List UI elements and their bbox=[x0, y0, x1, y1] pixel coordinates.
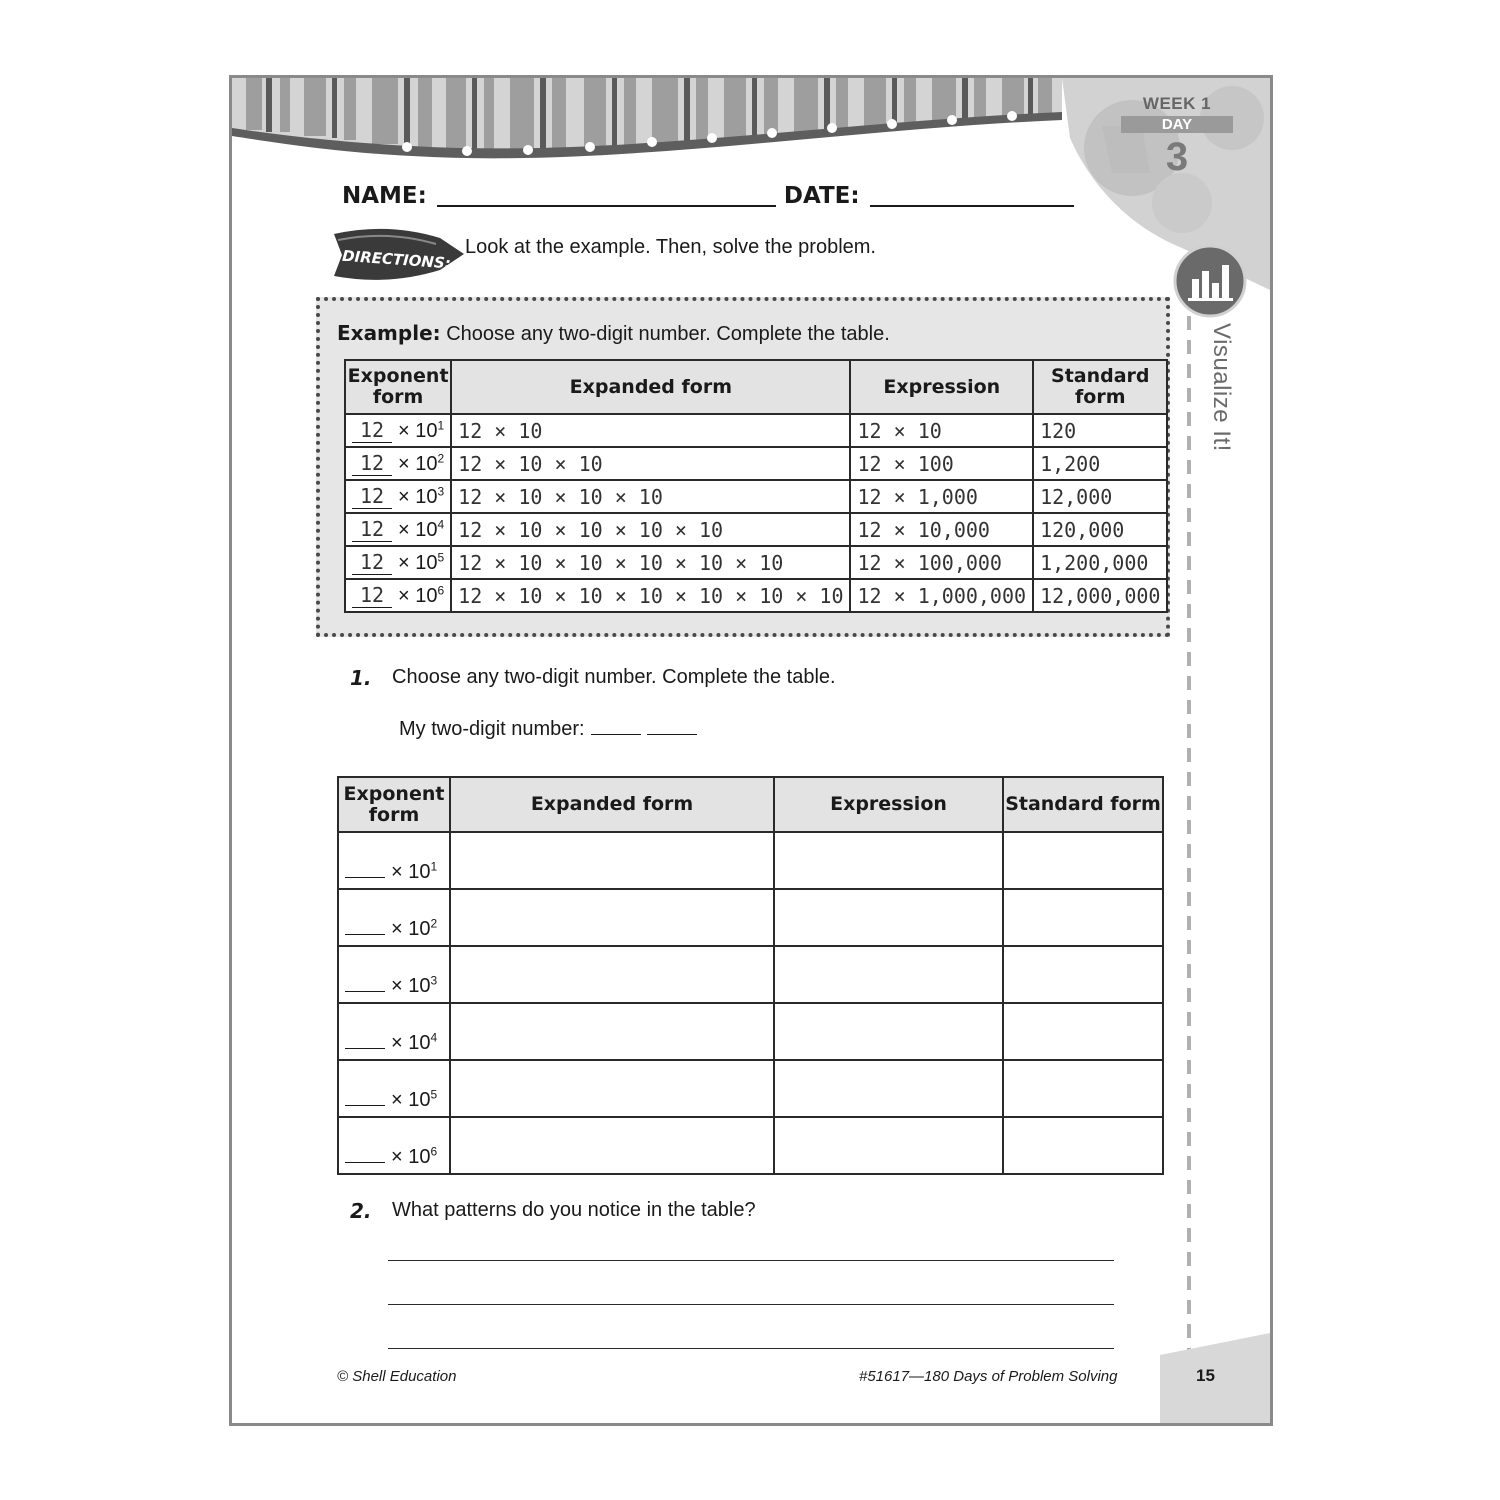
exp-power: 3 bbox=[430, 973, 438, 988]
example-text: Choose any two-digit number. Complete the table. bbox=[446, 323, 890, 345]
directions-badge-text: DIRECTIONS: bbox=[341, 246, 452, 273]
number-blank[interactable] bbox=[345, 1048, 385, 1049]
page-number: 15 bbox=[1196, 1366, 1215, 1385]
exponent-cell bbox=[338, 1060, 450, 1117]
standard-answer-cell[interactable] bbox=[1003, 1003, 1163, 1060]
standard-cell: 1,200 bbox=[1033, 447, 1167, 480]
expanded-cell: 12 × 10 × 10 × 10 × 10 × 10 bbox=[451, 546, 850, 579]
week-day-tab bbox=[1112, 94, 1242, 180]
expanded-answer-cell[interactable] bbox=[450, 1060, 774, 1117]
expanded-answer-cell[interactable] bbox=[450, 946, 774, 1003]
example-header-row bbox=[345, 360, 1167, 414]
chosen-number: 12 bbox=[352, 418, 392, 443]
day-number: 3 bbox=[1165, 135, 1189, 179]
standard-answer-cell[interactable] bbox=[1003, 1117, 1163, 1174]
expression-cell: 12 × 10,000 bbox=[850, 513, 1033, 546]
question-2-text: What patterns do you notice in the table? bbox=[392, 1199, 756, 1221]
week-label: WEEK 1 bbox=[1142, 94, 1212, 113]
exp-power: 4 bbox=[430, 1030, 438, 1045]
expression-cell: 12 × 100,000 bbox=[850, 546, 1033, 579]
chosen-number: 12 bbox=[352, 583, 392, 608]
date-label: DATE: bbox=[783, 183, 860, 209]
exp-base: × 10 bbox=[398, 420, 438, 442]
question-1-table bbox=[337, 776, 1164, 1175]
expression-answer-cell[interactable] bbox=[774, 1060, 1003, 1117]
expression-answer-cell[interactable] bbox=[774, 832, 1003, 889]
standard-answer-cell[interactable] bbox=[1003, 946, 1163, 1003]
expression-cell: 12 × 1,000,000 bbox=[850, 579, 1033, 612]
number-blank[interactable] bbox=[345, 991, 385, 992]
exp-base: × 10 bbox=[391, 975, 431, 997]
footer-book-title: #51617—180 Days of Problem Solving bbox=[859, 1368, 1118, 1385]
exp-base: × 10 bbox=[391, 918, 431, 940]
chosen-number: 12 bbox=[352, 451, 392, 476]
name-date-row bbox=[342, 183, 1082, 209]
header-standard-form: Standard form bbox=[1033, 360, 1167, 414]
table-row bbox=[345, 513, 1167, 546]
table-row bbox=[345, 480, 1167, 513]
example-box bbox=[316, 297, 1170, 637]
expanded-cell: 12 × 10 × 10 × 10 × 10 × 10 × 10 bbox=[451, 579, 850, 612]
exp-base: × 10 bbox=[391, 1032, 431, 1054]
expression-cell: 12 × 10 bbox=[850, 414, 1033, 447]
standard-cell: 120,000 bbox=[1033, 513, 1167, 546]
exponent-cell bbox=[345, 546, 451, 579]
question-1-text: Choose any two-digit number. Complete the table. bbox=[392, 666, 836, 688]
exponent-cell bbox=[345, 579, 451, 612]
header-expanded-form: Expanded form bbox=[451, 360, 850, 414]
exponent-cell bbox=[338, 946, 450, 1003]
header-expression: Expression bbox=[850, 360, 1033, 414]
exp-base: × 10 bbox=[398, 552, 438, 574]
number-blank[interactable] bbox=[345, 934, 385, 935]
example-table bbox=[344, 359, 1168, 613]
exponent-cell bbox=[338, 832, 450, 889]
question-2-number: 2. bbox=[350, 1199, 372, 1223]
section-label: Visualize It! bbox=[1208, 323, 1235, 452]
exp-base: × 10 bbox=[391, 861, 431, 883]
directions-text: Look at the example. Then, solve the problem. bbox=[465, 236, 876, 258]
standard-cell: 120 bbox=[1033, 414, 1167, 447]
number-blank[interactable] bbox=[345, 1162, 385, 1163]
standard-answer-cell[interactable] bbox=[1003, 1060, 1163, 1117]
exponent-cell bbox=[338, 1117, 450, 1174]
standard-cell: 12,000,000 bbox=[1033, 579, 1167, 612]
table-row bbox=[338, 832, 1163, 889]
chosen-number: 12 bbox=[352, 484, 392, 509]
table-row bbox=[338, 1117, 1163, 1174]
exp-base: × 10 bbox=[391, 1089, 431, 1111]
exp-power: 5 bbox=[437, 550, 445, 565]
exp-power: 6 bbox=[437, 583, 445, 598]
example-instruction bbox=[337, 321, 890, 346]
exp-power: 3 bbox=[437, 484, 445, 499]
my-number-row bbox=[399, 718, 697, 741]
exponent-cell bbox=[338, 889, 450, 946]
expanded-cell: 12 × 10 × 10 × 10 bbox=[451, 480, 850, 513]
name-label: NAME: bbox=[342, 183, 427, 209]
exp-power: 2 bbox=[430, 916, 438, 931]
table-row bbox=[338, 946, 1163, 1003]
exponent-cell bbox=[338, 1003, 450, 1060]
table-row bbox=[345, 414, 1167, 447]
answer-line[interactable] bbox=[388, 1304, 1114, 1305]
exp-base: × 10 bbox=[398, 585, 438, 607]
table-row bbox=[338, 889, 1163, 946]
table-row bbox=[345, 579, 1167, 612]
bar-chart-icon bbox=[1172, 243, 1248, 319]
ones-digit-blank[interactable] bbox=[647, 733, 697, 735]
table-row bbox=[338, 1003, 1163, 1060]
expanded-answer-cell[interactable] bbox=[450, 1003, 774, 1060]
day-label: DAY bbox=[1121, 116, 1233, 133]
worksheet-page bbox=[229, 75, 1273, 1426]
exponent-cell bbox=[345, 513, 451, 546]
exp-power: 4 bbox=[437, 517, 445, 532]
chosen-number: 12 bbox=[352, 517, 392, 542]
exp-power: 1 bbox=[437, 418, 445, 433]
standard-cell: 1,200,000 bbox=[1033, 546, 1167, 579]
expanded-answer-cell[interactable] bbox=[450, 889, 774, 946]
exponent-cell bbox=[345, 414, 451, 447]
exp-base: × 10 bbox=[398, 519, 438, 541]
answer-line[interactable] bbox=[388, 1348, 1114, 1349]
directions-badge bbox=[328, 220, 468, 290]
name-field[interactable] bbox=[437, 183, 776, 207]
expanded-answer-cell[interactable] bbox=[450, 832, 774, 889]
expanded-cell: 12 × 10 × 10 bbox=[451, 447, 850, 480]
exp-power: 6 bbox=[430, 1144, 438, 1159]
example-label: Example: bbox=[337, 321, 441, 345]
standard-answer-cell[interactable] bbox=[1003, 832, 1163, 889]
exp-power: 1 bbox=[430, 859, 438, 874]
standard-cell: 12,000 bbox=[1033, 480, 1167, 513]
expanded-cell: 12 × 10 × 10 × 10 × 10 bbox=[451, 513, 850, 546]
number-blank[interactable] bbox=[345, 877, 385, 878]
header-standard-form: Standard form bbox=[1003, 777, 1163, 832]
table-row bbox=[345, 447, 1167, 480]
expression-answer-cell[interactable] bbox=[774, 889, 1003, 946]
number-blank[interactable] bbox=[345, 1105, 385, 1106]
header-exponent-form: Exponent form bbox=[345, 360, 451, 414]
standard-answer-cell[interactable] bbox=[1003, 889, 1163, 946]
expression-answer-cell[interactable] bbox=[774, 1117, 1003, 1174]
header-expression: Expression bbox=[774, 777, 1003, 832]
question-1-number: 1. bbox=[350, 666, 372, 690]
chosen-number: 12 bbox=[352, 550, 392, 575]
date-field[interactable] bbox=[870, 183, 1074, 207]
expanded-cell: 12 × 10 bbox=[451, 414, 850, 447]
question-header-row bbox=[338, 777, 1163, 832]
exp-power: 5 bbox=[430, 1087, 438, 1102]
exp-base: × 10 bbox=[398, 453, 438, 475]
expression-cell: 12 × 1,000 bbox=[850, 480, 1033, 513]
tens-digit-blank[interactable] bbox=[591, 733, 641, 735]
exp-base: × 10 bbox=[398, 486, 438, 508]
footer-copyright: © Shell Education bbox=[337, 1368, 457, 1385]
answer-line[interactable] bbox=[388, 1260, 1114, 1261]
table-row bbox=[345, 546, 1167, 579]
expression-answer-cell[interactable] bbox=[774, 1003, 1003, 1060]
header-exponent-form: Exponent form bbox=[338, 777, 450, 832]
header-expanded-form: Expanded form bbox=[450, 777, 774, 832]
exp-power: 2 bbox=[437, 451, 445, 466]
side-dashed-rule bbox=[1186, 316, 1192, 1416]
expression-answer-cell[interactable] bbox=[774, 946, 1003, 1003]
table-row bbox=[338, 1060, 1163, 1117]
expression-cell: 12 × 100 bbox=[850, 447, 1033, 480]
exponent-cell bbox=[345, 480, 451, 513]
expanded-answer-cell[interactable] bbox=[450, 1117, 774, 1174]
my-number-label: My two-digit number: bbox=[399, 718, 585, 740]
exponent-cell bbox=[345, 447, 451, 480]
exp-base: × 10 bbox=[391, 1146, 431, 1168]
